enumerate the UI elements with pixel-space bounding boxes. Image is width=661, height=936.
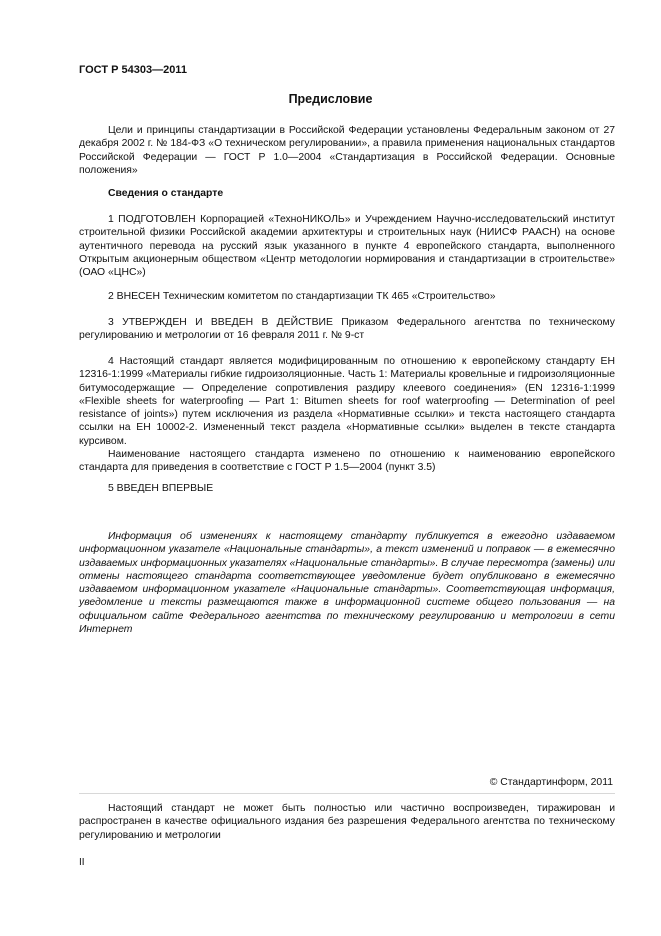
divider: [79, 793, 615, 794]
page-number: II: [79, 857, 85, 868]
page-title: Предисловие: [288, 92, 373, 106]
item-2-text: 2 ВНЕСЕН Техническим комитетом по стандартизации ТК 465 «Строительство»: [108, 291, 496, 302]
item-4-note: Наименование настоящего стандарта изменено по отношению к наименованию европейского стандарта для приведения в соответствие с ГОСТ Р 1.5—2004 (пункт 3.5): [79, 449, 615, 474]
item-1: [79, 213, 615, 279]
section-heading: Сведения о стандарте: [108, 188, 224, 199]
footer-notice-text: Настоящий стандарт не может быть полностью или частично воспроизведен, тиражирован и распространен в качестве официального издания без разрешения Федерального агентства по техническому регулированию и метрологии: [79, 803, 615, 841]
item-2: [79, 290, 615, 303]
item-4: [79, 355, 615, 475]
copyright: © Стандартинформ, 2011: [489, 777, 613, 788]
info-notice-text: Информация об изменениях к настоящему стандарту публикуется в ежегодно издаваемом информационном указателе «Национальные стандарты», а текст изменений и поправок — в ежемесячно издаваемых информационных указателях «Национальные стандарты». В случае пересмотра (замены) или отмены настоящего стандарта соответствующее уведомление будет опубликовано в ежемесячно издаваемом информационном указателе «Национальные стандарты». Соответствующая информация, уведомление и тексты размещаются также в информационной системе общего пользования — на официальном сайте Федерального агентства по техническому регулированию и метрологии в сети Интернет: [79, 531, 615, 636]
intro-paragraph: [79, 124, 615, 177]
document-id: ГОСТ Р 54303—2011: [79, 64, 187, 76]
item-3-text: 3 УТВЕРЖДЕН И ВВЕДЕН В ДЕЙСТВИЕ Приказом Федерального агентства по техническому регулированию и метрологии от 16 февраля 2011 г. № 9-ст: [79, 317, 615, 342]
intro-text: Цели и принципы стандартизации в Российской Федерации установлены Федеральным законом от 27 декабря 2002 г. № 184-ФЗ «О техническом регулировании», а правила применения национальных стандартов Российской Федерации — ГОСТ Р 1.0—2004 «Стандартизация в Российской Федерации. Основные положения»: [79, 125, 615, 176]
item-3: [79, 316, 615, 343]
item-4-text: 4 Настоящий стандарт является модифицированным по отношению к европейскому стандарту ЕН 12316-1:1999 «Материалы гибкие гидроизоляционные. Часть 1: Материалы кровельные и гидроизоляционные битумосодержащие — Определение сопротивления раздиру клеевого соединения» (EN 12316-1:1999 «Flexible sheets for waterproofing — Part 1: Bitumen sheets for roof waterproofing — Determination of peel resistance of joints») путем исключения из раздела «Нормативные ссылки» и текста настоящего стандарта ссылки на ЕН 10002-2. Измененный текст раздела «Нормативные ссылки» выделен в тексте стандарта курсивом.: [79, 356, 615, 447]
info-notice: [79, 530, 615, 636]
item-1-text: 1 ПОДГОТОВЛЕН Корпорацией «ТехноНИКОЛЬ» и Учреждением Научно-исследовательский институт строительной физики Российской академии архитектуры и строительных наук (НИИСФ РААСН) на основе аутентичного перевода на русский язык указанного в пункте 4 европейского стандарта, выполненного Открытым акционерным обществом «Центр методологии нормирования и стандартизации в строительстве» (ОАО «ЦНС»): [79, 214, 615, 279]
item-5-text: 5 ВВЕДЕН ВПЕРВЫЕ: [108, 483, 214, 494]
item-5: [79, 482, 615, 495]
section-heading-block: [79, 187, 615, 200]
footer-notice: [79, 802, 615, 842]
